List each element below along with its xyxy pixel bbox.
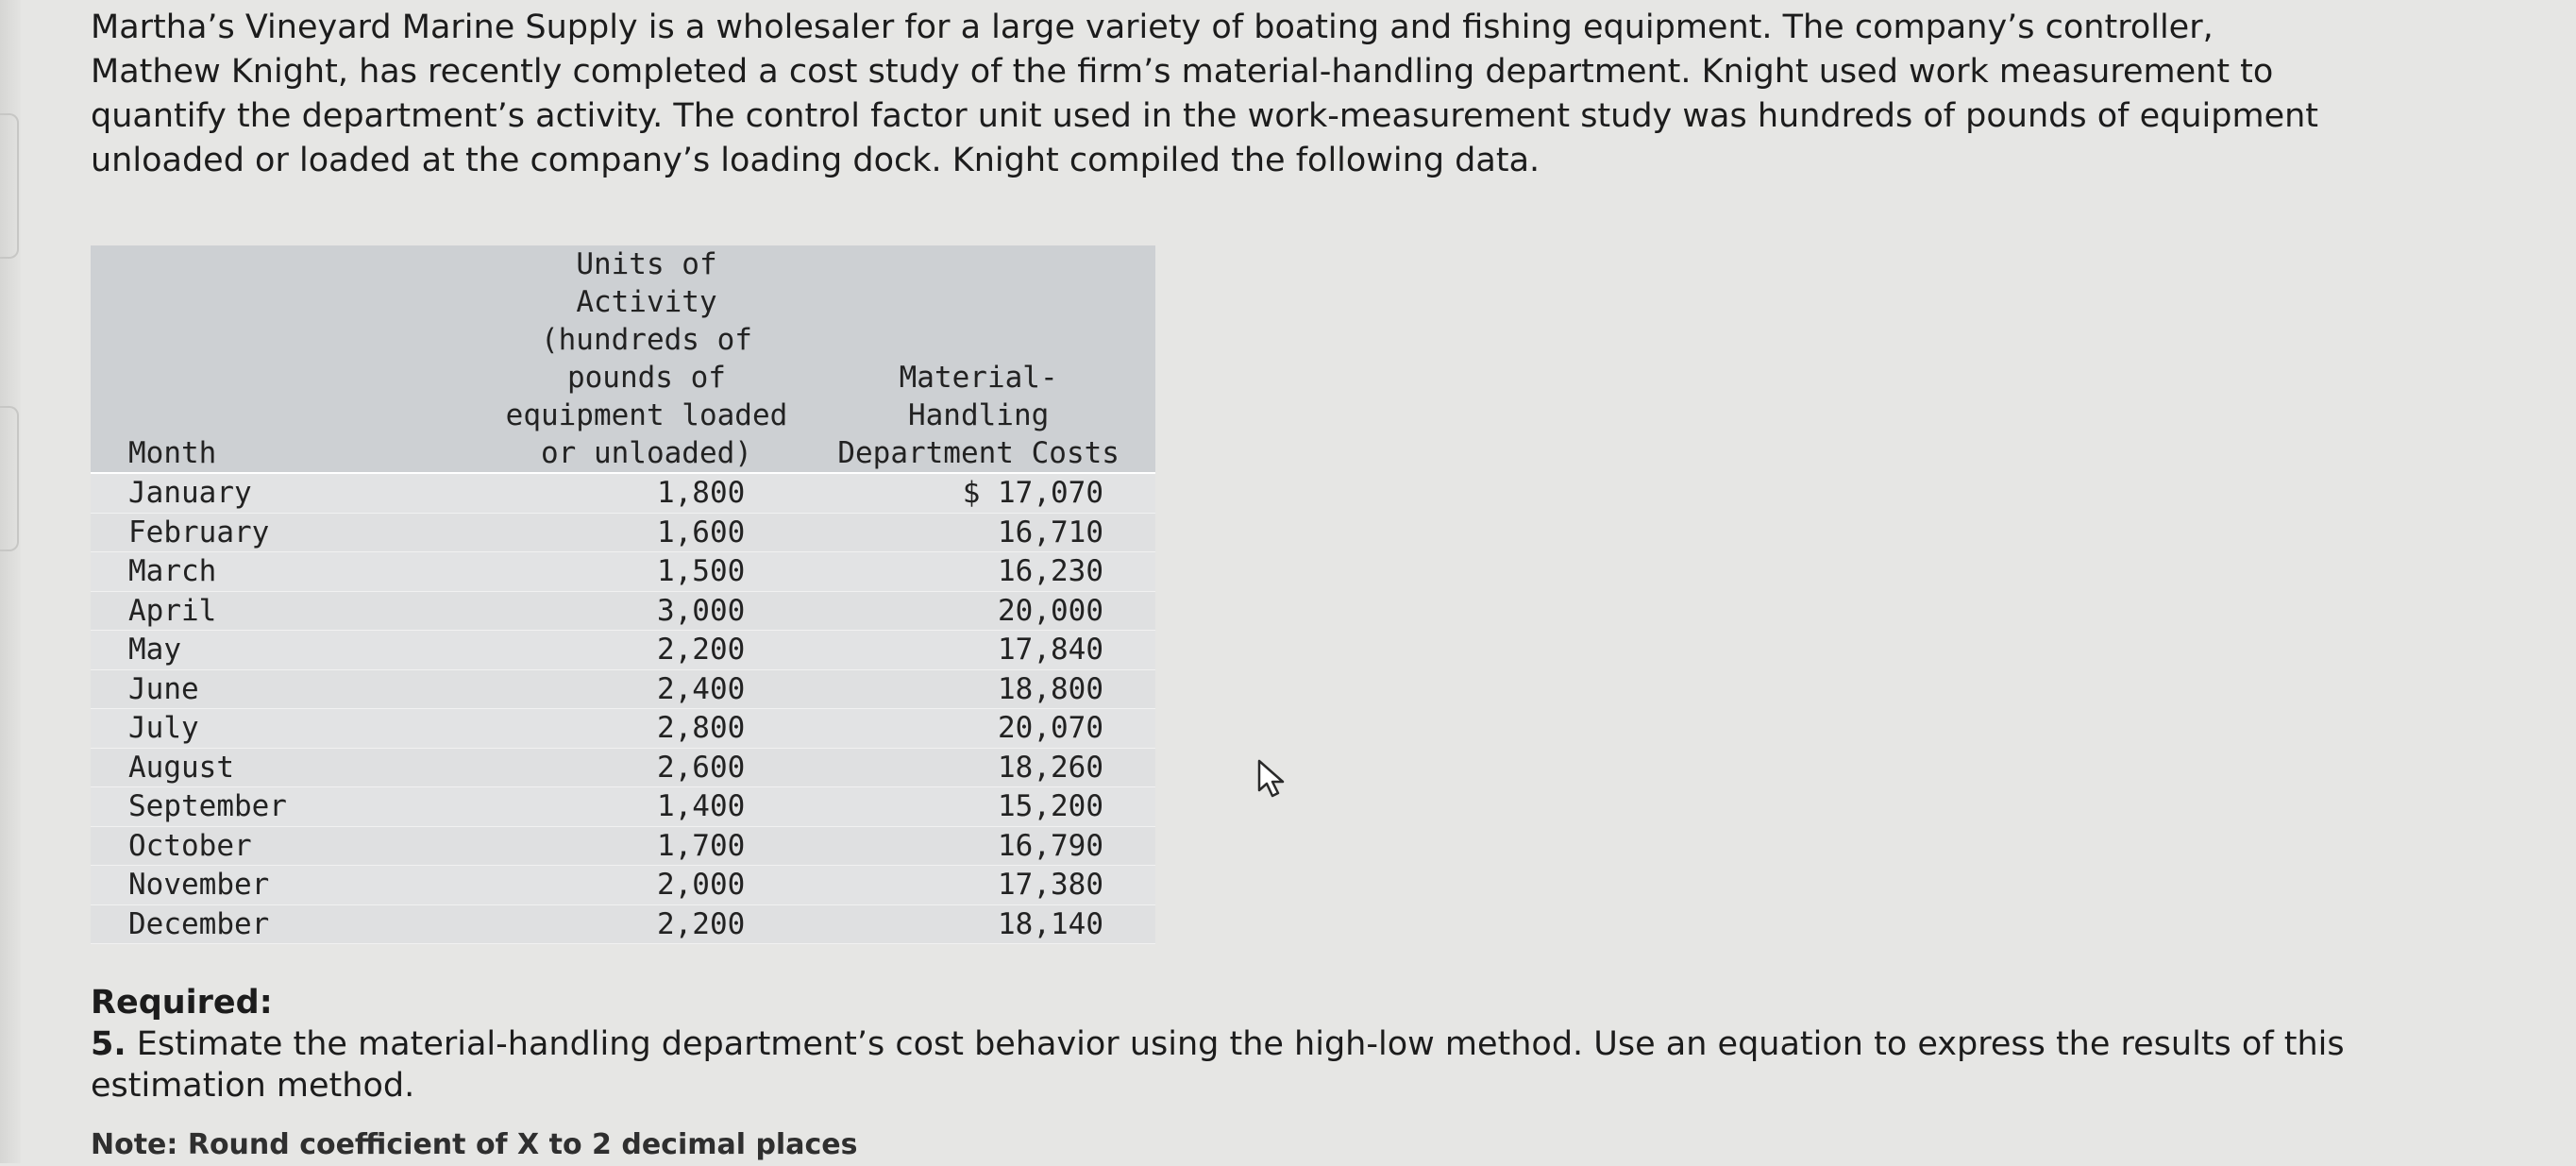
month-cell: October <box>91 826 492 866</box>
costs-cell: 18,800 <box>801 669 1155 709</box>
units-cell: 2,400 <box>492 669 802 709</box>
units-cell: 1,700 <box>492 826 802 866</box>
month-cell: March <box>91 552 492 592</box>
month-cell: July <box>91 709 492 749</box>
units-cell: 2,600 <box>492 748 802 787</box>
costs-cell: $ 17,070 <box>801 473 1155 513</box>
page-left-edge <box>0 0 21 1163</box>
table-row <box>91 787 1155 827</box>
cost-data-table <box>91 245 1155 944</box>
header-department-costs: Material- Handling Department Costs <box>801 245 1155 473</box>
rounding-note: Note: Round coefficient of X to 2 decimal places <box>91 1128 858 1161</box>
table-row <box>91 631 1155 670</box>
edge-notch <box>0 113 19 259</box>
intro-line: unloaded or loaded at the company’s loading dock. Knight compiled the following data. <box>91 142 1541 179</box>
costs-cell: 20,000 <box>801 591 1155 631</box>
costs-cell: 18,140 <box>801 904 1155 944</box>
table-header-row <box>91 245 1155 473</box>
units-cell: 3,000 <box>492 591 802 631</box>
units-cell: 1,600 <box>492 513 802 552</box>
units-cell: 1,800 <box>492 473 802 513</box>
table-body <box>91 473 1155 944</box>
table-row <box>91 866 1155 905</box>
costs-cell: 16,710 <box>801 513 1155 552</box>
costs-cell: 15,200 <box>801 787 1155 827</box>
costs-cell: 20,070 <box>801 709 1155 749</box>
table-row <box>91 748 1155 787</box>
table-row <box>91 552 1155 592</box>
required-section <box>91 982 2545 1107</box>
units-cell: 2,800 <box>492 709 802 749</box>
table-row <box>91 473 1155 513</box>
units-cell: 1,400 <box>492 787 802 827</box>
mouse-pointer-icon <box>1255 758 1295 800</box>
intro-line: quantify the department’s activity. The control factor unit used in the work-measurement study was hundreds of pounds of equipment <box>91 97 2319 135</box>
costs-cell: 17,840 <box>801 631 1155 670</box>
units-cell: 2,200 <box>492 631 802 670</box>
table-row <box>91 904 1155 944</box>
month-cell: January <box>91 473 492 513</box>
required-title: Required: <box>91 984 273 1022</box>
month-cell: April <box>91 591 492 631</box>
intro-line: Martha’s Vineyard Marine Supply is a wholesaler for a large variety of boating and fishing equipment. The company’s controller, <box>91 8 2214 46</box>
header-units-of-activity: Units of Activity (hundreds of pounds of equipment loaded or unloaded) <box>492 245 802 473</box>
month-cell: May <box>91 631 492 670</box>
month-cell: February <box>91 513 492 552</box>
units-cell: 1,500 <box>492 552 802 592</box>
edge-notch <box>0 406 19 551</box>
costs-cell: 17,380 <box>801 866 1155 905</box>
intro-line: Mathew Knight, has recently completed a cost study of the firm’s material-handling department. Knight used work measurement to <box>91 53 2274 91</box>
table-row <box>91 709 1155 749</box>
table-row <box>91 826 1155 866</box>
month-cell: September <box>91 787 492 827</box>
month-cell: August <box>91 748 492 787</box>
costs-cell: 18,260 <box>801 748 1155 787</box>
table-row <box>91 669 1155 709</box>
units-cell: 2,200 <box>492 904 802 944</box>
required-item <box>91 1023 2545 1065</box>
required-item-text-continued: estimation method. <box>91 1067 415 1105</box>
header-month: Month <box>91 245 492 473</box>
required-item-number: 5. <box>91 1025 126 1063</box>
problem-intro <box>91 6 2545 183</box>
required-item-text: Estimate the material-handling department’s cost behavior using the high-low method. Use an equation to express the results of this <box>126 1025 2345 1063</box>
month-cell: June <box>91 669 492 709</box>
costs-cell: 16,230 <box>801 552 1155 592</box>
month-cell: December <box>91 904 492 944</box>
table-row <box>91 513 1155 552</box>
costs-cell: 16,790 <box>801 826 1155 866</box>
month-cell: November <box>91 866 492 905</box>
table-row <box>91 591 1155 631</box>
units-cell: 2,000 <box>492 866 802 905</box>
